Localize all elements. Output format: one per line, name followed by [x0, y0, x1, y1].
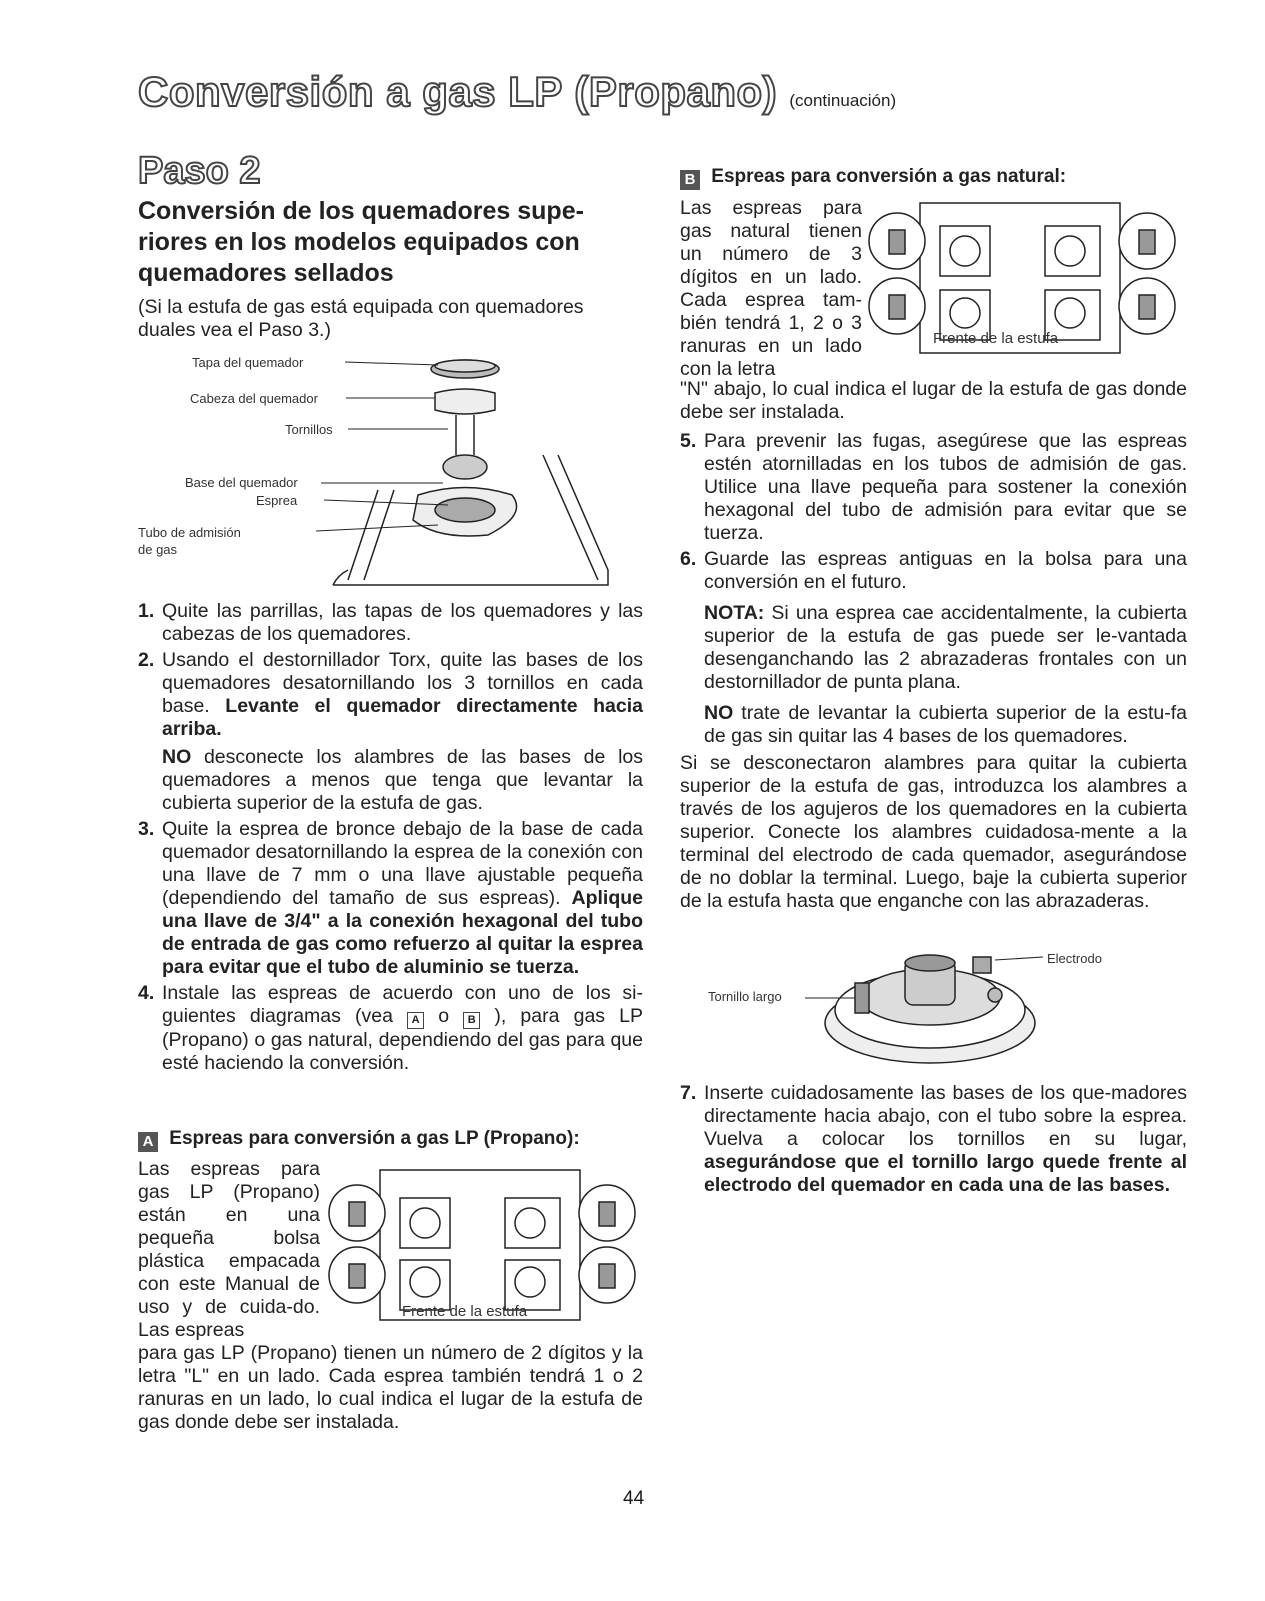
step-7 [680, 1082, 1187, 1197]
label-burner-cap: Tapa del quemador [192, 355, 304, 370]
section-a-letter: A [138, 1132, 158, 1152]
ng-orifice-diagram [865, 198, 1185, 378]
nota-text: Si una esprea cae accidentalmente, la cubierta superior de la estufa de gas puede ser le-vantada desenganchando las 2 abrazaderas frontales con un destornillador de punta plana. [704, 602, 1188, 693]
section-b-letter: B [680, 170, 700, 190]
step-1 [138, 600, 643, 646]
box-a-ref: A [407, 1012, 424, 1029]
electrode-diagram [705, 945, 1185, 1070]
step-3 [138, 818, 643, 979]
steps-right [680, 430, 1187, 913]
label-gas: de gas [138, 542, 178, 557]
section-b-title: Espreas para conversión a gas natural: [711, 166, 1067, 187]
label-electrode: Electrodo [1047, 951, 1102, 966]
step-number: 1. [138, 600, 155, 622]
electrode-drawing [705, 945, 1185, 1070]
label-long-screw: Tornillo largo [708, 989, 782, 1004]
nota [704, 602, 1187, 694]
note-no-label: NO [162, 746, 192, 768]
burner-diagram [138, 355, 643, 595]
step-text: Usando el destornillador Torx, quite las bases de los quemadores desatornillando los 3 tornillos en cada base. [162, 649, 643, 717]
step-text-bold: Aplique una llave de 3/4" a la conexión hexagonal del tubo de entrada de gas como refuerzo al quitar la esprea para evitar que el tubo de aluminio se tuerza. [162, 887, 644, 978]
step-7-block [680, 1082, 1187, 1200]
section-b-wrap-text: Las espreas para gas natural tienen un número de 3 dígitos en un lado. Cada esprea tam-bién tendrá 1, 2 o 3 ranuras en un lado con la letra [680, 197, 862, 380]
note-no-2 [704, 702, 1187, 748]
label-burner-head: Cabeza del quemador [190, 391, 318, 406]
note-no-label: NO [704, 702, 734, 724]
label-burner-base: Base del quemador [185, 475, 298, 490]
page-title [138, 68, 896, 116]
note-no-text: desconecte los alambres de las bases de los quemadores a menos que tenga que levantar la cubierta superior de la estufa de gas. [162, 746, 643, 814]
label-screws: Tornillos [285, 422, 333, 437]
step-number: 2. [138, 649, 155, 671]
steps-left [138, 600, 643, 1078]
step-text: Quite la esprea de bronce debajo de la base de cada quemador desatornillando la esprea de la conexión con una llave de 7 mm o una llave ajustable pequeña (dependiendo del tamaño de sus espreas). [162, 818, 643, 909]
step-number: 4. [138, 982, 155, 1004]
step-6 [680, 548, 1187, 748]
step-text-bold: Levante el quemador directamente hacia arriba. [162, 695, 644, 740]
label-intake-tube: Tubo de admisión [138, 525, 241, 540]
page-number: 44 [623, 1488, 645, 1509]
step-4 [138, 982, 643, 1075]
step-number: 3. [138, 818, 155, 840]
page-title-suffix: (continuación) [789, 91, 897, 110]
section-a-full-text: para gas LP (Propano) tienen un número de 2 dígitos y la letra "L" en un lado. Cada esprea también tendrá 1 o 2 ranuras en un lado, lo cual indica el lugar de la estufa de gas donde debe ser instalada. [138, 1342, 643, 1433]
step-number: 6. [680, 548, 697, 570]
section-b-heading [680, 166, 1200, 190]
intro-text: (Si la estufa de gas está equipada con quemadores duales vea el Paso 3.) [138, 296, 584, 341]
section-a-wrap-text: Las espreas para gas LP (Propano) están en una pequeña bolsa plástica empacada con este Manual de uso y de cuida-do. Las espreas [138, 1158, 320, 1341]
step-text: o [438, 1005, 450, 1027]
step-text: Inserte cuidadosamente las bases de los que-madores directamente hacia abajo, con el tubo sobre la esprea. Vuelva a colocar los tornillos en su lugar, [704, 1082, 1187, 1150]
step-text: Para prevenir las fugas, asegúrese que las espreas estén atornilladas en los tubos de admisión de gas. Utilice una llave pequeña para sostener la conexión hexagonal del tubo de admisión para evitar que se tuerza. [704, 430, 1187, 544]
step-text: ), para gas LP (Propano) o gas natural, dependiendo del gas para que esté haciendo la conversión. [162, 1005, 644, 1074]
label-orifice: Esprea [256, 493, 298, 508]
nota-label: NOTA: [704, 602, 765, 624]
note-no-text: trate de levantar la cubierta superior de la estu-fa de gas sin quitar las 4 bases de los quemadores. [704, 702, 1188, 747]
wires-paragraph: Si se desconectaron alambres para quitar la cubierta superior de la estufa de gas, introduzca los alambres a través de los agujeros de los quemadores en la cubierta superior. Conecte los alambres cuidadosa-mente a la terminal del electrodo de cada quemador, asegurándose de no doblar la terminal. Luego, baje la cubierta superior de la estufa hasta que enganche con las abrazaderas. [680, 752, 1187, 912]
note-no-1 [162, 746, 643, 815]
step-number: 7. [680, 1082, 697, 1104]
step-text: Guarde las espreas antiguas en la bolsa para una conversión en el futuro. [704, 548, 1187, 593]
ng-front-label: Frente de la estufa [933, 330, 1059, 347]
section-b-full-text: "N" abajo, lo cual indica el lugar de la estufa de gas donde debe ser instalada. [680, 378, 1187, 423]
box-b-ref: B [463, 1012, 480, 1029]
section-heading: Conversión de los quemadores supe-riores en los modelos equipados con quemadores sellados [138, 197, 584, 287]
step-text: Instale las espreas de acuerdo con uno de los si-guientes diagramas (vea [162, 982, 643, 1027]
ng-orifice-drawing [865, 198, 1185, 378]
step-number: 5. [680, 430, 697, 452]
lp-orifice-diagram [325, 1160, 645, 1340]
step-text-bold: asegurándose que el tornillo largo quede frente al electrodo del quemador en cada una de las bases. [704, 1151, 1187, 1196]
lp-front-label: Frente de la estufa [402, 1303, 528, 1320]
step-heading: Paso 2 [138, 150, 261, 192]
step-5 [680, 430, 1187, 545]
step-2 [138, 649, 643, 815]
section-a-title: Espreas para conversión a gas LP (Propano): [169, 1128, 580, 1149]
section-a-heading [138, 1128, 658, 1152]
step-text: Quite las parrillas, las tapas de los quemadores y las cabezas de los quemadores. [162, 600, 643, 645]
page-title-main: Conversión a gas LP (Propano) [138, 68, 778, 115]
